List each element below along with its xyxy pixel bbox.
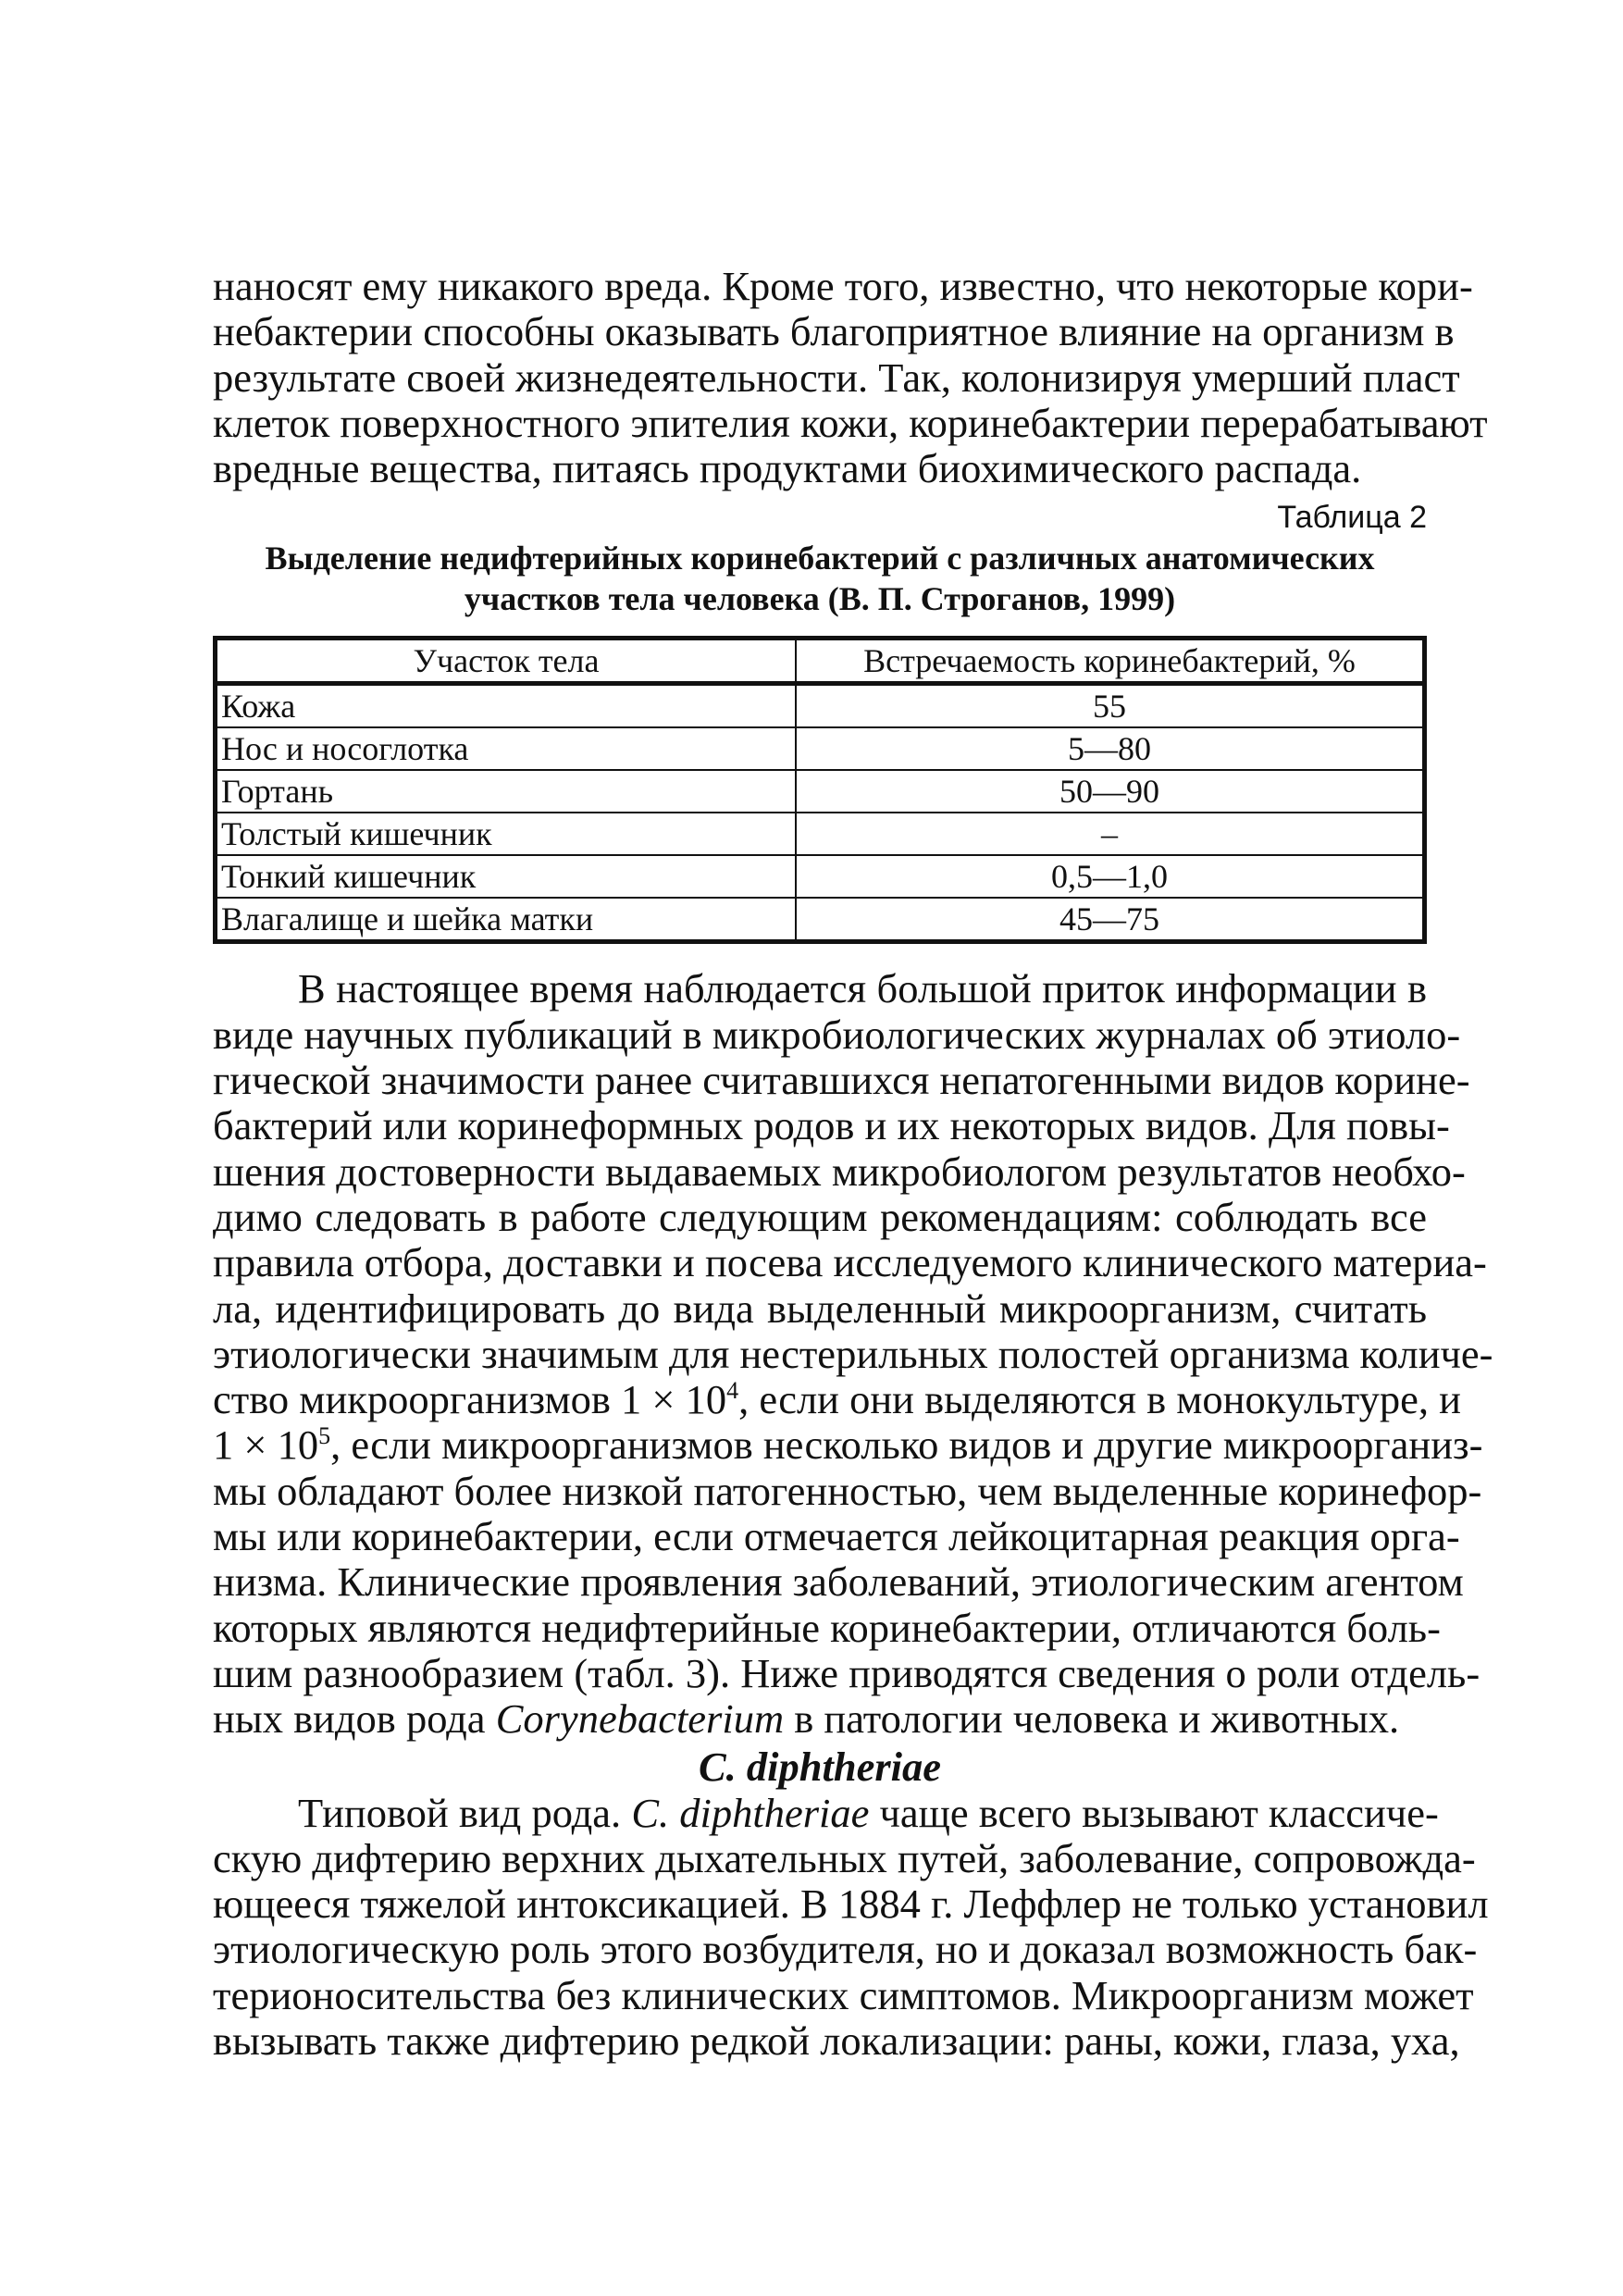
table-cell: 0,5—1,0 (796, 855, 1425, 898)
table-cell: 45—75 (796, 898, 1425, 942)
data-table (213, 636, 1427, 944)
table-cell: – (796, 813, 1425, 855)
text-line: мы или коринебактерии, если отмечается лейкоцитарная реакция орга- (213, 1513, 1460, 1560)
text-line: ла, идентифицировать до вида выделенный микроорганизм, считать (213, 1285, 1427, 1332)
text-line: шим разнообразием (табл. 3). Ниже приводятся сведения о роли отдель- (213, 1649, 1481, 1696)
table-cell: 5—80 (796, 727, 1425, 770)
table-row (216, 684, 1425, 728)
table-label: Таблица 2 (1277, 500, 1427, 536)
text-line: терионосительства без клинических симптомов. Микроорганизм может (213, 1971, 1474, 2018)
table-header-row (216, 639, 1425, 684)
table-row (216, 898, 1425, 942)
text-line (213, 1696, 1427, 1742)
superscript: 5 (318, 1422, 331, 1450)
column-header: Участок тела (216, 639, 797, 684)
italic-term: C. diphtheriae (631, 1789, 870, 1836)
table-row (216, 770, 1425, 813)
text-line: наносят ему никакого вреда. Кроме того, известно, что некоторые кори- (213, 263, 1473, 309)
table-row (216, 813, 1425, 855)
text-line (213, 1376, 1461, 1423)
italic-term: Corynebacterium (495, 1695, 785, 1743)
text-line: вызывать также дифтерию редкой локализации: раны, кожи, глаза, уха, (213, 2017, 1460, 2065)
text-line: небактерии способны оказывать благоприятное влияние на организм в (213, 308, 1455, 355)
bottom-paragraph (213, 1789, 1489, 2065)
text-line: мы обладают более низкой патогенностью, чем выделенные коринефор- (213, 1467, 1482, 1514)
text-fragment: 1 × 10 (213, 1421, 319, 1469)
document-page (213, 263, 1493, 2065)
table-title-line: Выделение недифтерийных коринебактерий с различных анатомических (265, 540, 1375, 577)
text-line: этиологическую роль этого возбудителя, но и доказал возможность бак- (213, 1926, 1478, 1973)
text-fragment: , если они выделяются в монокультуре, и (738, 1376, 1461, 1423)
middle-paragraph (213, 965, 1493, 1743)
text-line: вредные вещества, питаясь продуктами биохимического распада. (213, 445, 1362, 492)
text-fragment: , если микроорганизмов несколько видов и другие микроорганиз- (330, 1421, 1483, 1469)
section-title: C. diphtheriae (698, 1743, 942, 1790)
text-fragment: ных видов рода (213, 1695, 496, 1743)
table-row (216, 855, 1425, 898)
column-header: Встречаемость коринебактерий, % (796, 639, 1425, 684)
text-line: результате своей жизнедеятельности. Так, колонизируя умерший пласт (213, 354, 1460, 401)
table-title-line: участков тела человека (В. П. Строганов, 1999) (464, 580, 1176, 618)
table-cell: Толстый кишечник (216, 813, 797, 855)
text-line: которых являются недифтерийные коринебактерии, отличаются боль- (213, 1604, 1441, 1651)
text-line (213, 1421, 1483, 1469)
table-cell: Влагалище и шейка матки (216, 898, 797, 942)
table-cell: 55 (796, 684, 1425, 728)
text-line: клеток поверхностного эпителия кожи, коринебактерии перерабатывают (213, 399, 1488, 446)
superscript: 4 (726, 1377, 739, 1405)
text-fragment: Типовой вид рода. (298, 1789, 632, 1836)
text-fragment: чаще всего вызывают классиче- (869, 1789, 1439, 1836)
table-row (216, 727, 1425, 770)
text-fragment: в патологии человека и животных. (784, 1695, 1400, 1743)
text-line: шения достоверности выдаваемых микробиологом результатов необхо- (213, 1148, 1466, 1195)
text-line: скую дифтерию верхних дыхательных путей, заболевание, сопровожда- (213, 1834, 1476, 1881)
table-cell: Нос и носоглотка (216, 727, 797, 770)
table-title (213, 538, 1427, 619)
text-line: виде научных публикаций в микробиологических журналах об этиоло- (213, 1011, 1461, 1058)
text-line: этиологически значимым для нестерильных полостей организма количе- (213, 1330, 1493, 1377)
table-cell: 50—90 (796, 770, 1425, 813)
text-line: В настоящее время наблюдается большой приток информации в (298, 965, 1427, 1012)
text-line: ющееся тяжелой интоксикацией. В 1884 г. Леффлер не только установил (213, 1880, 1489, 1928)
table-cell: Кожа (216, 684, 797, 728)
text-line: бактерий или коринеформных родов и их некоторых видов. Для повы- (213, 1102, 1450, 1149)
text-fragment: ство микроорганизмов 1 × 10 (213, 1376, 727, 1423)
table-cell: Гортань (216, 770, 797, 813)
text-line: гической значимости ранее считавшихся непатогенными видов корине- (213, 1057, 1470, 1104)
text-line: правила отбора, доставки и посева исследуемого клинического материа- (213, 1239, 1487, 1286)
text-line: димо следовать в работе следующим рекомендациям: соблюдать все (213, 1193, 1427, 1240)
text-line: низма. Клинические проявления заболеваний, этиологическим агентом (213, 1558, 1464, 1606)
top-paragraph (213, 263, 1488, 492)
table-cell: Тонкий кишечник (216, 855, 797, 898)
text-line (213, 1789, 1439, 1836)
